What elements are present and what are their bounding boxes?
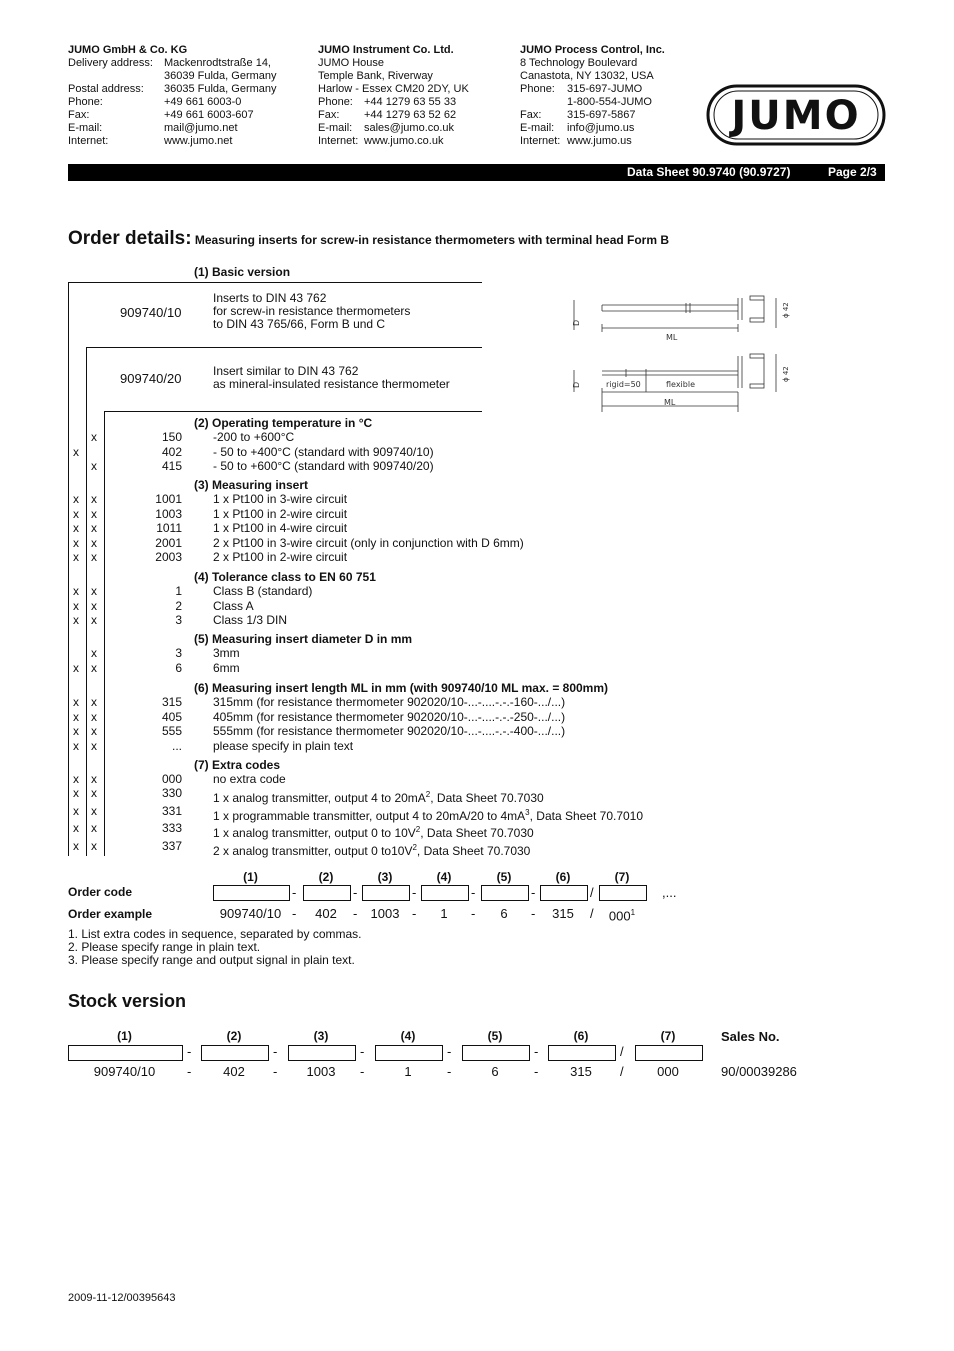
- option-mark-10: x: [73, 506, 79, 521]
- option-code: 555: [161, 724, 182, 738]
- address-value: +49 661 6003-0: [164, 96, 242, 108]
- order-title: Order details:: [68, 228, 192, 249]
- order-example-separator: -: [353, 906, 358, 921]
- svg-text:ϕ 42: ϕ 42: [782, 302, 790, 318]
- order-code-field-3[interactable]: [362, 885, 410, 901]
- insert-drawing-10: [566, 290, 796, 346]
- order-code-header: (5): [496, 870, 512, 884]
- tree-line: [104, 411, 482, 412]
- order-code-field-7[interactable]: [599, 885, 647, 901]
- option-description: please specify in plain text: [213, 738, 354, 753]
- tree-line: [68, 282, 482, 283]
- stock-separator: -: [534, 1044, 539, 1059]
- address-row: [68, 96, 277, 109]
- order-code-separator: -: [471, 885, 476, 900]
- order-example-value: 6: [500, 906, 508, 921]
- company-name: JUMO Process Control, Inc.: [520, 44, 665, 56]
- address-row: [318, 96, 469, 109]
- option-description: 1 x programmable transmitter, output 4 to 20mA/20 to $4mA^3$, Data Sheet 70.7010: [213, 808, 644, 823]
- stock-header: (5): [487, 1029, 503, 1043]
- option-description: - 50 to +600°C (standard with 909740/20): [213, 459, 434, 473]
- order-example-value: 909740/10: [219, 906, 282, 921]
- address-value: Harlow - Essex CM20 2DY, UK: [318, 83, 469, 95]
- option-code: 333: [161, 821, 182, 835]
- option-description: 1 x analog transmitter, output 4 to $20mA^2$, Data Sheet 70.7030: [213, 790, 544, 805]
- basic-version-title: (1) Basic version: [194, 265, 291, 279]
- address-value: 36039 Fulda, Germany: [164, 70, 277, 82]
- address-key: Fax:: [520, 109, 542, 121]
- address-row: [68, 83, 277, 96]
- option-code: 405: [161, 709, 182, 724]
- option-code: 2003: [155, 550, 182, 564]
- option-mark-10: x: [73, 660, 79, 675]
- address-row: [68, 109, 277, 122]
- address-value: 1-800-554-JUMO: [567, 96, 652, 108]
- address-key: Phone:: [318, 96, 353, 108]
- address-value: +44 1279 63 55 33: [364, 96, 457, 108]
- stock-field-5[interactable]: [462, 1045, 530, 1061]
- company-name: JUMO GmbH & Co. KG: [68, 44, 188, 56]
- option-description: 1 x analog transmitter, output 0 to $10V^2$, Data Sheet 70.7030: [213, 825, 534, 840]
- address-row: [318, 83, 469, 96]
- option-mark-20: x: [91, 724, 97, 738]
- address-value: Temple Bank, Riverway: [318, 70, 433, 82]
- stock-field-1[interactable]: [68, 1045, 183, 1061]
- option-code: 6: [175, 660, 182, 675]
- page-number: Page 2/3: [828, 165, 877, 179]
- stock-separator: -: [534, 1064, 539, 1079]
- address-value: mail@jumo.net: [164, 122, 238, 134]
- address-key: Fax:: [318, 109, 340, 121]
- address-key: Internet:: [318, 135, 359, 147]
- option-code: 1003: [155, 506, 182, 521]
- address-key: Delivery address:: [68, 57, 153, 69]
- stock-field-7[interactable]: [635, 1045, 703, 1061]
- option-mark-20: x: [91, 695, 97, 709]
- variant-desc-20: Insert similar to DIN 43 762 as mineral-insulated resistance thermometer: [213, 364, 450, 391]
- option-description: 315mm (for resistance thermometer 902020/10-...-....-.-.-160-.../...): [213, 695, 566, 709]
- option-code: 1011: [156, 521, 182, 535]
- stock-separator: -: [273, 1064, 278, 1079]
- address-row: [318, 109, 469, 122]
- footnote-ref: 2: [415, 825, 421, 834]
- order-example-separator: -: [531, 906, 536, 921]
- address-key: E-mail:: [318, 122, 353, 134]
- option-code: 315: [161, 695, 182, 709]
- stock-value: 000: [657, 1064, 679, 1079]
- address-key: Internet:: [520, 135, 561, 147]
- footnote-ref: 3: [525, 808, 530, 817]
- option-code: 1001: [155, 492, 182, 506]
- order-example-separator: -: [412, 906, 417, 921]
- company-block-usa: [520, 44, 665, 148]
- order-example-separator: -: [471, 906, 476, 921]
- stock-value: 6: [491, 1064, 499, 1079]
- stock-separator: -: [187, 1064, 192, 1079]
- footnote-ref: 1: [630, 908, 636, 917]
- option-description: 1 x Pt100 in 4-wire circuit: [213, 521, 348, 535]
- order-example-value: 315: [552, 906, 574, 921]
- address-value: 315-697-5867: [567, 109, 636, 121]
- stock-separator: /: [620, 1044, 624, 1059]
- address-row: [318, 135, 469, 148]
- option-mark-20: x: [91, 598, 97, 613]
- option-mark-10: x: [73, 492, 79, 506]
- sales-no-value: 90/00039286: [721, 1064, 797, 1079]
- option-mark-20: x: [91, 786, 97, 800]
- order-code-header: (3): [377, 870, 393, 884]
- address-key: Internet:: [68, 135, 109, 147]
- option-mark-10: x: [73, 786, 79, 800]
- stock-field-6[interactable]: [548, 1045, 616, 1061]
- order-code-header: (6): [555, 870, 571, 884]
- option-mark-10: x: [73, 821, 79, 835]
- option-code: 331: [161, 804, 182, 818]
- drawing-rigid-label: rigid=50: [606, 380, 641, 389]
- address-row: [520, 122, 665, 135]
- footnote: 2. Please specify range in plain text.: [68, 940, 261, 954]
- order-code-separator: -: [531, 885, 536, 900]
- option-code: 3: [175, 613, 182, 627]
- stock-separator: -: [447, 1044, 452, 1059]
- stock-separator: -: [360, 1064, 365, 1079]
- option-description: Class A: [213, 598, 254, 613]
- order-example-value: $000^1$: [608, 908, 636, 924]
- drawing-ml-label: ML: [666, 333, 678, 342]
- order-example-value: 1: [440, 906, 448, 921]
- insert-drawing-20: [566, 352, 796, 412]
- order-code-separator: -: [412, 885, 417, 900]
- stock-version-title: Stock version: [68, 991, 187, 1011]
- option-mark-20: x: [91, 804, 97, 818]
- stock-header: (7): [660, 1029, 676, 1043]
- order-code-field-4[interactable]: [421, 885, 469, 901]
- order-code-field-6[interactable]: [540, 885, 588, 901]
- option-code: 402: [161, 444, 182, 459]
- option-description: 2 x Pt100 in 2-wire circuit: [213, 550, 348, 564]
- address-key: E-mail:: [520, 122, 555, 134]
- stock-value: 315: [570, 1064, 592, 1079]
- svg-text:JUMO: JUMO: [731, 93, 861, 139]
- order-code-separator: -: [353, 885, 358, 900]
- address-row: [318, 70, 469, 83]
- option-mark-10: x: [73, 535, 79, 550]
- option-mark-20: x: [91, 521, 97, 535]
- option-description: Class 1/3 DIN: [213, 613, 288, 627]
- order-example-value: 402: [315, 906, 337, 921]
- option-mark-10: x: [73, 584, 79, 598]
- datasheet-number: Data Sheet 90.9740 (90.9727): [627, 165, 791, 179]
- drawing-flexible-label: flexible: [666, 380, 695, 389]
- option-mark-20: x: [91, 459, 97, 473]
- option-description: 555mm (for resistance thermometer 902020/10-...-....-.-.-400-.../...): [213, 724, 566, 738]
- variant-code-20: 909740/20: [120, 371, 182, 386]
- stock-header: (4): [400, 1029, 416, 1043]
- stock-separator: /: [620, 1064, 624, 1079]
- section-title: (2) Operating temperature in °C: [194, 416, 373, 430]
- address-row: [520, 135, 665, 148]
- option-code: 150: [161, 430, 182, 444]
- section-title: (7) Extra codes: [194, 758, 281, 772]
- order-example-separator: /: [590, 906, 594, 921]
- address-value: www.jumo.us: [567, 135, 632, 147]
- stock-field-2[interactable]: [201, 1045, 269, 1061]
- address-row: [68, 70, 277, 83]
- stock-value: 1: [404, 1064, 412, 1079]
- address-value: 315-697-JUMO: [567, 83, 643, 95]
- address-key: Fax:: [68, 109, 90, 121]
- footnote-ref: 2: [425, 790, 431, 799]
- stock-value: 1003: [306, 1064, 336, 1079]
- datasheet-band: [68, 164, 885, 181]
- option-description: 1 x Pt100 in 2-wire circuit: [213, 506, 348, 521]
- tree-line: [86, 347, 87, 856]
- address-value: info@jumo.us: [567, 122, 635, 134]
- address-row: [68, 57, 277, 70]
- stock-separator: -: [447, 1064, 452, 1079]
- address-row: [520, 83, 665, 96]
- address-value: www.jumo.co.uk: [364, 135, 444, 147]
- option-code: 2: [175, 598, 182, 613]
- address-value: sales@jumo.co.uk: [364, 122, 455, 134]
- option-mark-10: x: [73, 804, 79, 818]
- address-value: 36035 Fulda, Germany: [164, 83, 277, 95]
- svg-text:D: D: [572, 319, 581, 326]
- option-mark-20: x: [91, 821, 97, 835]
- variant-desc-10: Inserts to DIN 43 762 for screw-in resistance thermometers to DIN 43 765/66, Form B und C: [213, 291, 411, 331]
- company-block-germany: [68, 44, 277, 148]
- option-description: -200 to +600°C: [213, 430, 295, 444]
- variant-code-10: 909740/10: [120, 305, 182, 320]
- address-row: [520, 109, 665, 122]
- option-mark-10: x: [73, 738, 79, 753]
- footnote: 3. Please specify range and output signal in plain text.: [68, 953, 355, 967]
- section-title: (5) Measuring insert diameter D in mm: [194, 632, 413, 646]
- address-value: Mackenrodtstraße 14,: [164, 57, 271, 69]
- address-value: Canastota, NY 13032, USA: [520, 70, 654, 82]
- stock-separator: -: [360, 1044, 365, 1059]
- address-key: Phone:: [68, 96, 103, 108]
- option-mark-10: x: [73, 444, 79, 459]
- address-value: www.jumo.net: [164, 135, 233, 147]
- order-code-field-2[interactable]: [303, 885, 351, 901]
- stock-field-3[interactable]: [288, 1045, 356, 1061]
- option-mark-20: x: [91, 660, 97, 675]
- order-example-value: 1003: [370, 906, 400, 921]
- tree-line: [86, 347, 482, 348]
- option-mark-20: x: [91, 430, 97, 444]
- option-code: 2001: [155, 535, 182, 550]
- option-mark-10: x: [73, 772, 79, 786]
- footnote: 1. List extra codes in sequence, separated by commas.: [68, 927, 362, 941]
- address-key: Phone:: [520, 83, 555, 95]
- option-description: 2 x analog transmitter, output 0 $to10V^2$, Data Sheet 70.7030: [213, 843, 531, 858]
- address-value: +44 1279 63 52 62: [364, 109, 457, 121]
- option-mark-10: x: [73, 839, 79, 853]
- option-mark-20: x: [91, 646, 97, 660]
- order-example-separator: -: [292, 906, 297, 921]
- order-details-heading: [68, 228, 669, 250]
- order-code-field-1[interactable]: [213, 885, 290, 901]
- option-mark-20: x: [91, 550, 97, 564]
- option-mark-20: x: [91, 613, 97, 627]
- address-value: JUMO House: [318, 57, 385, 69]
- svg-text:ϕ 42: ϕ 42: [782, 366, 790, 382]
- footnote-ref: 2: [412, 843, 417, 852]
- address-value: +49 661 6003-607: [164, 109, 254, 121]
- stock-field-4[interactable]: [375, 1045, 443, 1061]
- option-mark-20: x: [91, 584, 97, 598]
- option-description: 1 x Pt100 in 3-wire circuit: [213, 492, 348, 506]
- order-example-label: Order example: [68, 907, 153, 921]
- option-code: 3: [175, 646, 182, 660]
- company-name: JUMO Instrument Co. Ltd.: [318, 44, 454, 56]
- address-value: 8 Technology Boulevard: [520, 57, 638, 69]
- order-code-separator: /: [590, 885, 594, 900]
- section-title: (3) Measuring insert: [194, 478, 309, 492]
- stock-separator: -: [273, 1044, 278, 1059]
- address-key: [520, 96, 567, 109]
- option-mark-10: x: [73, 709, 79, 724]
- address-row: [520, 96, 665, 109]
- option-code: 000: [161, 772, 182, 786]
- svg-text:ML: ML: [664, 398, 676, 407]
- address-row: [68, 135, 277, 148]
- option-code: 330: [161, 786, 182, 800]
- option-code: 1: [175, 584, 182, 598]
- option-mark-20: x: [91, 506, 97, 521]
- option-mark-20: x: [91, 535, 97, 550]
- order-code-header: (1): [243, 870, 258, 884]
- sales-no-header: Sales No.: [721, 1029, 780, 1044]
- order-code-header: (7): [614, 870, 630, 884]
- option-mark-10: x: [73, 521, 79, 535]
- address-row: [520, 70, 665, 83]
- order-code-field-5[interactable]: [481, 885, 529, 901]
- address-row: [520, 57, 665, 70]
- option-mark-20: x: [91, 492, 97, 506]
- order-code-header: (4): [436, 870, 452, 884]
- order-code-more: ,...: [662, 885, 677, 900]
- option-description: Class B (standard): [213, 584, 313, 598]
- address-key: E-mail:: [68, 122, 103, 134]
- option-description: 3mm: [213, 646, 240, 660]
- option-code: 337: [161, 839, 182, 853]
- option-mark-20: x: [91, 839, 97, 853]
- option-code: 415: [161, 459, 182, 473]
- order-subtitle: Measuring inserts for screw-in resistance thermometers with terminal head Form B: [194, 233, 670, 247]
- option-mark-10: x: [73, 724, 79, 738]
- option-description: 6mm: [213, 660, 240, 675]
- address-row: [318, 57, 469, 70]
- stock-value: 909740/10: [93, 1064, 156, 1079]
- section-title: (6) Measuring insert length ML in mm (with 909740/10 ML max. = 800mm): [194, 681, 609, 695]
- option-mark-20: x: [91, 738, 97, 753]
- option-mark-20: x: [91, 709, 97, 724]
- order-code-header: (2): [318, 870, 334, 884]
- option-description: 2 x Pt100 in 3-wire circuit (only in conjunction with D 6mm): [213, 535, 524, 550]
- order-code-label: Order code: [68, 885, 133, 899]
- company-block-uk: [318, 44, 469, 148]
- stock-header: (2): [226, 1029, 242, 1043]
- option-description: 405mm (for resistance thermometer 902020/10-...-....-.-.-250-.../...): [213, 709, 566, 724]
- option-mark-20: x: [91, 772, 97, 786]
- section-title: (4) Tolerance class to EN 60 751: [194, 570, 376, 584]
- address-key: Postal address:: [68, 83, 144, 95]
- option-description: - 50 to +400°C (standard with 909740/10): [213, 444, 434, 459]
- stock-header: (1): [117, 1029, 132, 1043]
- option-description: no extra code: [213, 772, 286, 786]
- option-mark-10: x: [73, 598, 79, 613]
- svg-text:D: D: [572, 381, 581, 388]
- address-key: [68, 70, 164, 83]
- stock-header: (3): [313, 1029, 329, 1043]
- footnotes: [68, 928, 362, 967]
- stock-header: (6): [573, 1029, 589, 1043]
- option-mark-10: x: [73, 613, 79, 627]
- option-mark-10: x: [73, 695, 79, 709]
- address-row: [68, 122, 277, 135]
- stock-value: 402: [223, 1064, 245, 1079]
- stock-separator: -: [187, 1044, 192, 1059]
- tree-line: [68, 282, 69, 856]
- option-code: ...: [171, 738, 182, 753]
- jumo-logo: [706, 84, 886, 146]
- address-row: [318, 122, 469, 135]
- order-code-separator: -: [292, 885, 297, 900]
- tree-line: [104, 411, 105, 856]
- option-mark-10: x: [73, 550, 79, 564]
- document-footer: 2009-11-12/00395643: [68, 1292, 176, 1304]
